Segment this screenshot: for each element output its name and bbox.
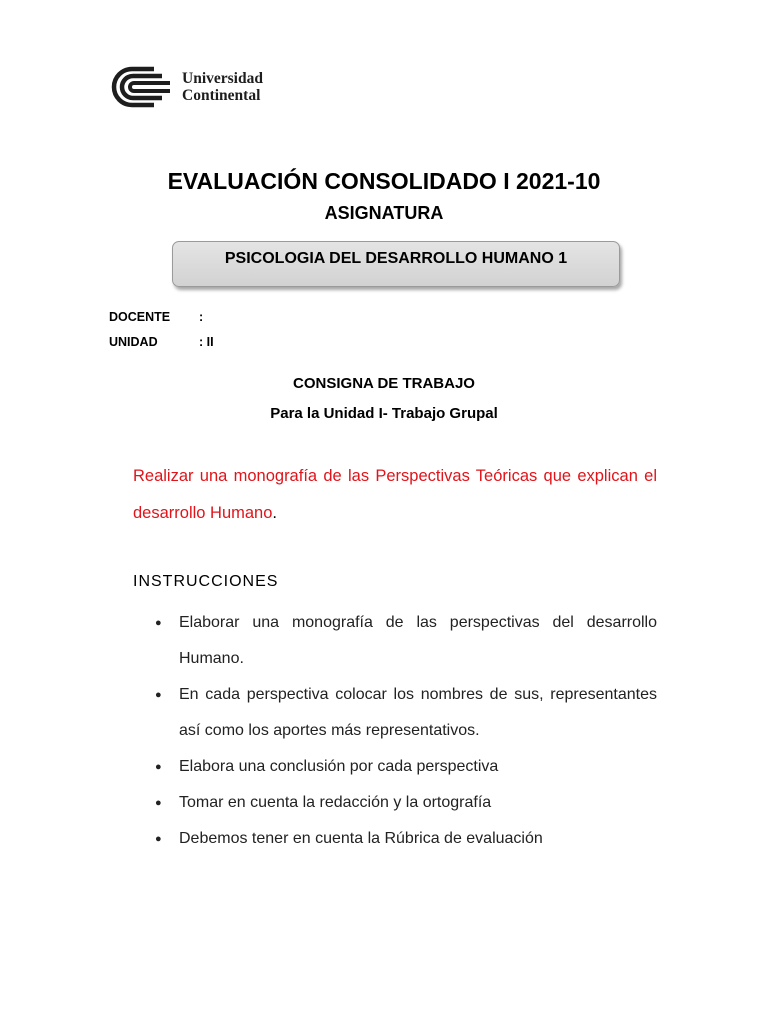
unidad-row (109, 335, 214, 349)
instruction-text: En cada perspectiva colocar los nombres de sus, representantes así como los aportes más representativos. (179, 686, 657, 739)
docente-row (109, 310, 203, 324)
document-title: EVALUACIÓN CONSOLIDADO I 2021-10 (167, 168, 601, 194)
list-item (155, 677, 657, 749)
instructions-heading: INSTRUCCIONES (133, 573, 279, 590)
course-box (172, 241, 620, 287)
list-item (155, 821, 657, 857)
task-statement (133, 458, 657, 532)
consigna-title: CONSIGNA DE TRABAJO (293, 375, 475, 392)
bullet-icon: ● (155, 617, 162, 629)
instruction-text: Elaborar una monografía de las perspectivas del desarrollo Humano. (179, 614, 657, 667)
list-item (155, 785, 657, 821)
unidad-label: UNIDAD (109, 335, 158, 349)
docente-value: : (199, 310, 204, 324)
unidad-value: : II (199, 335, 214, 349)
university-logo (110, 66, 263, 108)
logo-line-2: Continental (182, 87, 261, 104)
list-item (155, 605, 657, 677)
logo-wordmark (182, 70, 263, 104)
document-subtitle: ASIGNATURA (324, 203, 444, 223)
task-period: . (272, 504, 277, 522)
bullet-icon: ● (155, 833, 162, 845)
docente-label: DOCENTE (109, 310, 171, 324)
task-text: Realizar una monografía de las Perspectivas Teóricas que explican el desarrollo Humano (133, 467, 657, 522)
logo-line-1: Universidad (182, 70, 263, 87)
bullet-icon: ● (155, 689, 162, 701)
course-name: PSICOLOGIA DEL DESARROLLO HUMANO 1 (224, 250, 568, 267)
list-item (155, 749, 657, 785)
instruction-text: Debemos tener en cuenta la Rúbrica de evaluación (179, 830, 543, 847)
instructions-list (155, 605, 657, 857)
instruction-text: Elabora una conclusión por cada perspectiva (179, 758, 499, 775)
continental-logo-icon (110, 66, 176, 108)
instruction-text: Tomar en cuenta la redacción y la ortografía (179, 794, 492, 811)
bullet-icon: ● (155, 797, 162, 809)
consigna-subtitle: Para la Unidad I- Trabajo Grupal (270, 405, 498, 422)
bullet-icon: ● (155, 761, 162, 773)
